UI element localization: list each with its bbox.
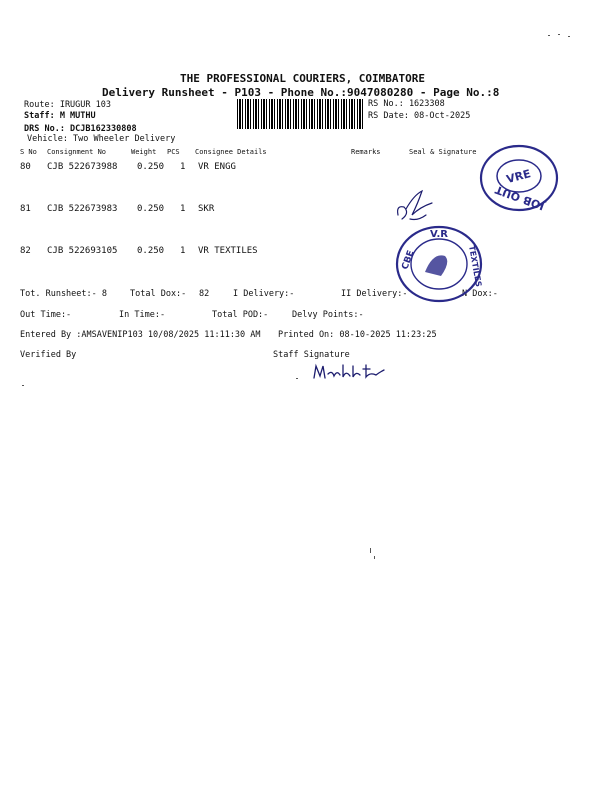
row-consignee: SKR bbox=[198, 204, 215, 214]
staff-label: Staff: M MUTHU bbox=[24, 111, 96, 121]
barcode-image bbox=[237, 99, 365, 129]
row-consignment: CJB 522673983 bbox=[47, 204, 118, 214]
scan-speck bbox=[296, 378, 298, 379]
row-pcs: 1 bbox=[180, 162, 186, 172]
entered-by: Entered By :AMSAVENIP103 10/08/2025 11:11:30 AM bbox=[20, 330, 261, 340]
scan-speck bbox=[558, 34, 560, 35]
header-sno: S No bbox=[20, 148, 37, 156]
job-out-stamp bbox=[476, 140, 562, 216]
out-time: Out Time:- bbox=[20, 310, 72, 320]
header-consignee: Consignee Details bbox=[195, 148, 267, 156]
row-consignment: CJB 522673988 bbox=[47, 162, 118, 172]
total-dox-label: Total Dox:- bbox=[130, 289, 187, 299]
staff-signature-scribble bbox=[310, 360, 390, 385]
header-seal-signature: Seal & Signature bbox=[409, 148, 477, 156]
row-sno: 80 bbox=[20, 162, 31, 172]
row-sno: 81 bbox=[20, 204, 31, 214]
row-consignee: VR TEXTILES bbox=[198, 246, 258, 256]
scan-speck bbox=[370, 548, 371, 553]
total-pod: Total POD:- bbox=[212, 310, 269, 320]
n-dox: N Dox:- bbox=[462, 289, 498, 299]
in-time: In Time:- bbox=[119, 310, 166, 320]
header-pcs: PCS bbox=[167, 148, 180, 156]
stamp2-top-text: V.R bbox=[430, 229, 448, 240]
row-weight: 0.250 bbox=[137, 204, 165, 214]
header-consignment: Consignment No bbox=[47, 148, 107, 156]
row-weight: 0.250 bbox=[137, 162, 165, 172]
verified-by: Verified By bbox=[20, 350, 77, 360]
stamp2-left-text: CBE bbox=[400, 249, 417, 272]
seal-signature-scribble bbox=[392, 185, 442, 235]
runsheet-title: Delivery Runsheet - P103 - Phone No.:9047080280 - Page No.:8 bbox=[102, 86, 500, 99]
rs-date: RS Date: 08-Oct-2025 bbox=[368, 111, 471, 121]
scan-speck bbox=[568, 36, 570, 37]
total-dox-value: 82 bbox=[199, 289, 210, 299]
i-delivery: I Delivery:- bbox=[233, 289, 295, 299]
row-sno: 82 bbox=[20, 246, 31, 256]
stamp1-bottom-text: JOB OUT bbox=[493, 182, 547, 213]
company-title: THE PROFESSIONAL COURIERS, COIMBATORE bbox=[180, 72, 426, 85]
stamp1-center-text: VRE bbox=[505, 167, 533, 187]
row-consignment: CJB 522693105 bbox=[47, 246, 118, 256]
row-pcs: 1 bbox=[180, 246, 186, 256]
stamp2-right-text: TEXTILES bbox=[467, 244, 484, 288]
vehicle-label: Vehicle: Two Wheeler Delivery bbox=[27, 134, 176, 144]
staff-signature-label: Staff Signature bbox=[273, 350, 350, 360]
printed-on: Printed On: 08-10-2025 11:23:25 bbox=[278, 330, 437, 340]
header-weight: Weight bbox=[131, 148, 157, 156]
rs-number: RS No.: 1623308 bbox=[368, 99, 445, 109]
header-remarks: Remarks bbox=[351, 148, 381, 156]
tot-runsheet: Tot. Runsheet:- 8 bbox=[20, 289, 107, 299]
scan-speck bbox=[374, 556, 375, 559]
scan-speck bbox=[22, 385, 24, 386]
row-weight: 0.250 bbox=[137, 246, 165, 256]
delvy-points: Delvy Points:- bbox=[292, 310, 364, 320]
row-pcs: 1 bbox=[180, 204, 186, 214]
route-label: Route: IRUGUR 103 bbox=[24, 100, 111, 110]
row-consignee: VR ENGG bbox=[198, 162, 236, 172]
drs-number: DRS No.: DCJB162330808 bbox=[24, 124, 137, 134]
scan-speck bbox=[548, 35, 550, 36]
ii-delivery: II Delivery:- bbox=[341, 289, 408, 299]
